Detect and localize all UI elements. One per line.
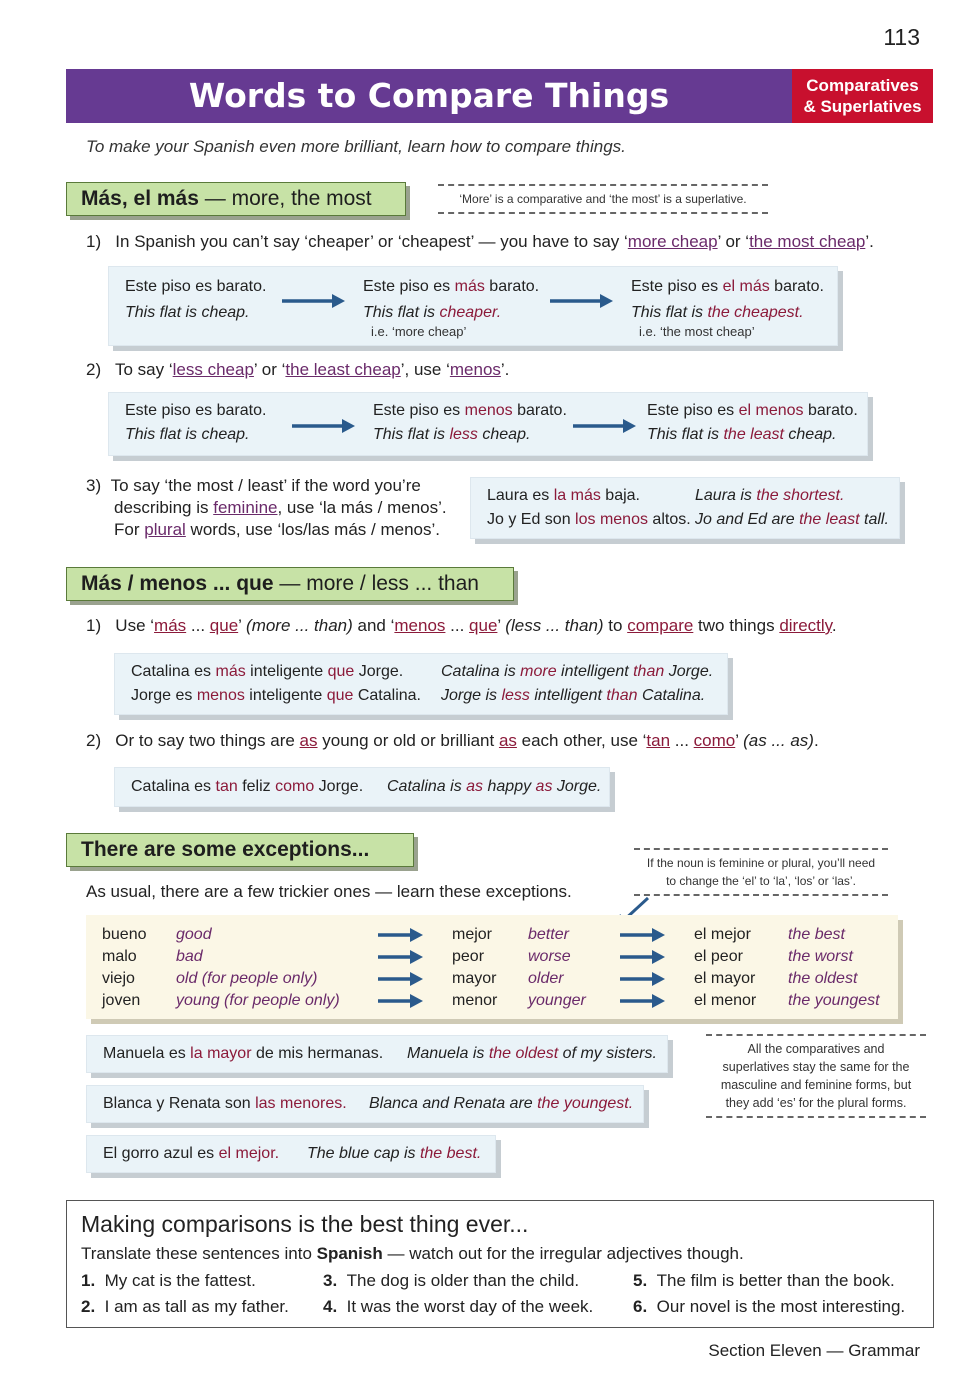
example-english: The blue cap is <box>307 1145 420 1162</box>
underlined-term: the least cheap <box>285 360 401 379</box>
example-spanish: Laura es <box>487 487 554 504</box>
underlined-term: feminine <box>213 498 278 517</box>
item-text: It was the worst day of the week. <box>346 1297 594 1316</box>
exception-example-1 <box>86 1035 668 1073</box>
arrow-right-icon <box>378 994 424 1008</box>
example-spanish: Este piso es <box>373 402 465 419</box>
arrow-right-icon <box>573 418 637 434</box>
item-number: 6. <box>633 1297 648 1316</box>
example-english: This flat is <box>373 426 450 443</box>
underlined-term: plural <box>144 520 186 539</box>
page-title: Words to Compare Things <box>188 76 670 115</box>
rule-text: For <box>114 520 145 539</box>
example-english-line <box>387 775 601 799</box>
highlight: less <box>501 687 530 704</box>
underlined-term: more cheap <box>627 232 718 251</box>
side-note-feminine-plural: If the noun is feminine or plural, you’ll need to change the ‘el’ to ‘la’, ‘los’ or ‘las’. <box>634 848 888 896</box>
example-spanish: altos. <box>647 511 691 528</box>
example-row-2-en <box>441 684 705 708</box>
example-row-1-en <box>695 484 844 508</box>
practice-box <box>66 1200 934 1328</box>
highlight: la mayor <box>190 1045 252 1062</box>
example-spanish: El gorro azul es <box>103 1145 219 1162</box>
example-english: Blanca and Renata are <box>369 1095 538 1112</box>
highlight: el mejor. <box>218 1145 280 1162</box>
highlight: el más <box>722 278 770 295</box>
example-english: This flat is <box>631 304 708 321</box>
rule-text: ... <box>670 731 694 750</box>
example-english: Catalina. <box>637 687 706 704</box>
rule-gloss: (less ... than) <box>505 616 604 635</box>
underlined-term: tan <box>646 731 671 750</box>
section-heading-text: There are some exceptions... <box>81 838 370 861</box>
exception-cell-s-es: el menor <box>694 992 757 1009</box>
example-english-line <box>407 1042 657 1066</box>
example-row-1-es <box>131 660 403 684</box>
example-english: cheap. <box>783 426 837 443</box>
practice-item-4 <box>323 1297 593 1317</box>
rule-text: To say ‘ <box>115 360 173 379</box>
example-english: happy <box>483 778 536 795</box>
example-col-2 <box>363 275 539 339</box>
rule-1 <box>86 231 874 253</box>
example-box-mas <box>108 266 838 346</box>
rule-3 <box>86 475 447 541</box>
example-spanish: Catalina es <box>131 663 216 680</box>
item-number: 2. <box>81 1297 96 1316</box>
example-row-2-en <box>695 508 889 532</box>
rule-text: ’ <box>497 616 506 635</box>
page-number: 113 <box>883 24 920 50</box>
exception-cell-es: viejo <box>102 970 135 987</box>
highlight: the best. <box>419 1145 482 1162</box>
example-english: intelligent <box>556 663 634 680</box>
highlight: more <box>520 663 557 680</box>
example-spanish-line <box>103 1042 383 1066</box>
item-text: I am as tall as my father. <box>104 1297 289 1316</box>
exceptions-intro: As usual, there are a few trickier ones — learn these exceptions. <box>86 882 572 901</box>
underlined-term: como <box>693 731 736 750</box>
exception-cell-es: malo <box>102 948 137 965</box>
example-box-menos <box>108 392 868 456</box>
rule-number: 1) <box>86 616 102 635</box>
example-col-3 <box>647 399 858 447</box>
topic-tag-line1: Comparatives <box>806 76 919 95</box>
rule-text: each other, use ‘ <box>516 731 647 750</box>
highlight: as <box>535 778 553 795</box>
rule-number: 3) <box>86 476 102 495</box>
example-spanish: Este piso es <box>647 402 739 419</box>
practice-item-6 <box>633 1297 905 1317</box>
exception-cell-s-en: the worst <box>788 948 853 965</box>
rule-text: ’, use ‘ <box>400 360 450 379</box>
highlight: the cheapest. <box>707 304 804 321</box>
example-english: Catalina is <box>387 778 467 795</box>
highlight: la más <box>553 487 601 504</box>
page-footer: Section Eleven — Grammar <box>708 1341 920 1360</box>
item-number: 3. <box>323 1271 338 1290</box>
practice-item-3 <box>323 1271 579 1291</box>
exception-cell-c-es: mayor <box>452 970 497 987</box>
rule-text: young or old or brilliant <box>317 731 499 750</box>
section-heading-rest: — more / less ... than <box>273 572 479 595</box>
underlined-term: que <box>469 616 498 635</box>
example-spanish: feliz <box>237 778 276 795</box>
exception-cell-c-en: younger <box>528 992 586 1009</box>
example-col-2 <box>373 399 567 447</box>
exception-cell-c-es: peor <box>452 948 485 965</box>
section-heading-rest: — more, the most <box>198 187 372 210</box>
exception-example-3 <box>86 1135 496 1173</box>
exception-cell-es: bueno <box>102 926 147 943</box>
exception-cell-c-en: better <box>528 926 569 943</box>
highlight: más <box>215 663 246 680</box>
example-english: intelligent <box>529 687 607 704</box>
underlined-term: menos <box>449 360 501 379</box>
practice-item-5 <box>633 1271 895 1291</box>
rule-text: ’ or ‘ <box>253 360 286 379</box>
example-note: i.e. ‘the most cheap’ <box>639 324 755 339</box>
example-spanish: Jorge. <box>314 778 364 795</box>
exception-cell-s-en: the youngest <box>788 992 880 1009</box>
instruction-text: — watch out for the irregular adjectives though. <box>382 1244 744 1263</box>
example-english: Catalina is <box>441 663 521 680</box>
section-heading-exceptions <box>66 833 414 867</box>
example-english: Laura is <box>695 487 757 504</box>
topic-tag-line2: & Superlatives <box>803 97 922 116</box>
rule-number: 2) <box>86 731 102 750</box>
example-spanish: de mis hermanas. <box>251 1045 384 1062</box>
rule-text: ’ <box>735 731 744 750</box>
example-spanish: barato. <box>803 402 858 419</box>
underlined-term: directly <box>779 616 832 635</box>
highlight: que <box>327 663 355 680</box>
exceptions-table <box>86 915 898 1019</box>
exception-cell-c-en: worse <box>528 948 571 965</box>
arrow-right-icon <box>620 994 666 1008</box>
arrow-right-icon <box>550 293 614 309</box>
example-box-feminine-plural <box>470 477 900 539</box>
example-english: Jorge is <box>441 687 502 704</box>
highlight: que <box>326 687 354 704</box>
instruction-bold: Spanish <box>316 1244 383 1263</box>
highlight: menos <box>196 687 245 704</box>
underlined-term: que <box>209 616 239 635</box>
rule-text: words, use ‘los/las más / menos’. <box>185 520 440 539</box>
highlight: as <box>466 778 484 795</box>
intro-text: To make your Spanish even more brilliant, learn how to compare things. <box>86 137 626 156</box>
rule-gloss: (more ... than) <box>246 616 353 635</box>
exception-cell-s-en: the best <box>788 926 845 943</box>
section-heading-mas-el-mas <box>66 182 406 216</box>
underlined-term: más <box>154 616 187 635</box>
rule-text: In Spanish you can’t say ‘cheaper’ or ‘cheapest’ — you have to say ‘ <box>115 232 628 251</box>
rule-text: ’. <box>865 232 874 251</box>
item-text: Our novel is the most interesting. <box>656 1297 906 1316</box>
example-english-line <box>307 1142 481 1166</box>
section-heading-bold: Más / menos ... que <box>81 572 274 595</box>
arrow-right-icon <box>378 972 424 986</box>
highlight: the least <box>723 426 784 443</box>
exception-cell-en: old (for people only) <box>176 970 318 987</box>
example-spanish: baja. <box>600 487 640 504</box>
example-row-1-en <box>441 660 713 684</box>
arrow-right-icon <box>620 972 666 986</box>
example-english: This flat is <box>647 426 724 443</box>
rule-4 <box>86 615 837 637</box>
rule-text: . <box>831 616 837 635</box>
example-spanish: Jorge. <box>354 663 404 680</box>
example-spanish: Jo y Ed son <box>487 511 576 528</box>
exception-cell-s-es: el peor <box>694 948 743 965</box>
example-spanish-line <box>131 775 363 799</box>
example-spanish: inteligente <box>245 663 328 680</box>
exception-cell-en: young (for people only) <box>176 992 340 1009</box>
example-spanish: barato. <box>512 402 567 419</box>
example-spanish: inteligente <box>244 687 327 704</box>
exception-cell-en: good <box>176 926 212 943</box>
example-row-2-es <box>131 684 421 708</box>
example-spanish: Jorge es <box>131 687 197 704</box>
arrow-right-icon <box>378 928 424 942</box>
rule-text: Or to say two things are <box>115 731 300 750</box>
example-english: of my sisters. <box>558 1045 657 1062</box>
rule-text: ’ <box>238 616 247 635</box>
item-text: The film is better than the book. <box>656 1271 895 1290</box>
example-row-2-es <box>487 508 691 532</box>
highlight: the youngest. <box>537 1095 634 1112</box>
highlight: el menos <box>738 402 804 419</box>
highlight: más <box>454 278 485 295</box>
example-spanish-line <box>103 1092 347 1116</box>
arrow-right-icon <box>282 293 346 309</box>
example-box-tan-como <box>114 767 610 807</box>
item-text: The dog is older than the child. <box>346 1271 580 1290</box>
highlight: less <box>449 426 478 443</box>
example-col-3 <box>631 275 824 339</box>
highlight: menos <box>464 402 513 419</box>
rule-text: ... <box>186 616 210 635</box>
rule-number: 2) <box>86 360 102 379</box>
highlight: than <box>633 663 665 680</box>
example-english: tall. <box>859 511 889 528</box>
exception-cell-s-en: the oldest <box>788 970 858 987</box>
example-spanish: barato. <box>769 278 824 295</box>
section-heading-bold: Más, el más <box>81 187 199 210</box>
example-english: This flat is cheap. <box>125 426 250 443</box>
example-spanish: Blanca y Renata son <box>103 1095 256 1112</box>
highlight: las menores. <box>255 1095 347 1112</box>
example-row-1-es <box>487 484 640 508</box>
exception-cell-s-es: el mayor <box>694 970 756 987</box>
practice-title: Making comparisons is the best thing ever... <box>81 1211 529 1237</box>
rule-text: Use ‘ <box>115 616 155 635</box>
arrow-right-icon <box>292 418 356 434</box>
underlined-term: the most cheap <box>749 232 866 251</box>
rule-gloss: (as ... as) <box>743 731 814 750</box>
item-number: 5. <box>633 1271 648 1290</box>
example-english: Jo and Ed are <box>695 511 800 528</box>
example-spanish: Manuela es <box>103 1045 191 1062</box>
highlight: cheaper. <box>439 304 502 321</box>
highlight: the shortest. <box>756 487 845 504</box>
exception-cell-en: bad <box>176 948 203 965</box>
arrow-right-icon <box>378 950 424 964</box>
exception-cell-c-es: menor <box>452 992 498 1009</box>
example-english: This flat is <box>363 304 440 321</box>
rule-text: two things <box>693 616 780 635</box>
exception-cell-c-es: mejor <box>452 926 493 943</box>
exception-example-2 <box>86 1085 644 1123</box>
example-english: Manuela is <box>407 1045 489 1062</box>
arrow-right-icon <box>620 928 666 942</box>
example-spanish-line <box>103 1142 279 1166</box>
exception-cell-es: joven <box>102 992 141 1009</box>
example-english: This flat is cheap. <box>125 304 250 321</box>
rule-text: , use ‘la más / menos’. <box>277 498 447 517</box>
underlined-term: as <box>299 731 318 750</box>
item-number: 1. <box>81 1271 96 1290</box>
rule-text: ’. <box>500 360 510 379</box>
example-english: Jorge. <box>664 663 714 680</box>
side-note-comparative: ‘More’ is a comparative and ‘the most’ is a superlative. <box>438 184 768 214</box>
example-spanish: Este piso es barato. <box>125 402 267 419</box>
example-spanish: Este piso es <box>631 278 723 295</box>
example-box-mas-que <box>114 653 728 715</box>
item-number: 4. <box>323 1297 338 1316</box>
rule-text: To say ‘the most / least’ if the word you’re <box>110 476 421 495</box>
highlight: the oldest <box>488 1045 559 1062</box>
instruction-text: Translate these sentences into <box>81 1244 317 1263</box>
rule-text: to <box>603 616 628 635</box>
rule-number: 1) <box>86 232 102 251</box>
highlight: than <box>606 687 638 704</box>
rule-text: ... <box>445 616 470 635</box>
example-note: i.e. ‘more cheap’ <box>371 324 467 339</box>
example-spanish: barato. <box>484 278 540 295</box>
rule-5 <box>86 730 819 752</box>
highlight: los menos <box>575 511 648 528</box>
example-col-1 <box>125 275 266 325</box>
example-spanish: Catalina. <box>353 687 421 704</box>
section-heading-mas-menos-que <box>66 567 514 601</box>
example-english-line <box>369 1092 633 1116</box>
example-english: Jorge. <box>552 778 602 795</box>
example-spanish: Este piso es <box>363 278 455 295</box>
highlight: the least <box>799 511 860 528</box>
highlight: tan <box>215 778 238 795</box>
rule-text: and ‘ <box>352 616 395 635</box>
practice-item-2 <box>81 1297 289 1317</box>
topic-tag <box>792 69 933 123</box>
rule-text: . <box>813 731 819 750</box>
exception-cell-c-en: older <box>528 970 564 987</box>
highlight: como <box>275 778 315 795</box>
side-note-plural-forms: All the comparatives and superlatives stay the same for the masculine and feminine forms, but they add ‘es’ for the plural forms. <box>706 1034 926 1118</box>
underlined-term: as <box>498 731 517 750</box>
example-english: cheap. <box>477 426 531 443</box>
example-spanish: Este piso es barato. <box>125 278 267 295</box>
rule-2 <box>86 359 509 381</box>
practice-item-1 <box>81 1271 256 1291</box>
practice-instructions <box>81 1244 744 1264</box>
rule-text: ’ or ‘ <box>717 232 750 251</box>
underlined-term: menos <box>394 616 446 635</box>
underlined-term: less cheap <box>172 360 254 379</box>
example-col-1 <box>125 399 266 447</box>
rule-text: describing is <box>114 498 214 517</box>
item-text: My cat is the fattest. <box>104 1271 256 1290</box>
underlined-term: compare <box>627 616 694 635</box>
example-spanish: Catalina es <box>131 778 216 795</box>
arrow-right-icon <box>620 950 666 964</box>
exception-cell-s-es: el mejor <box>694 926 751 943</box>
